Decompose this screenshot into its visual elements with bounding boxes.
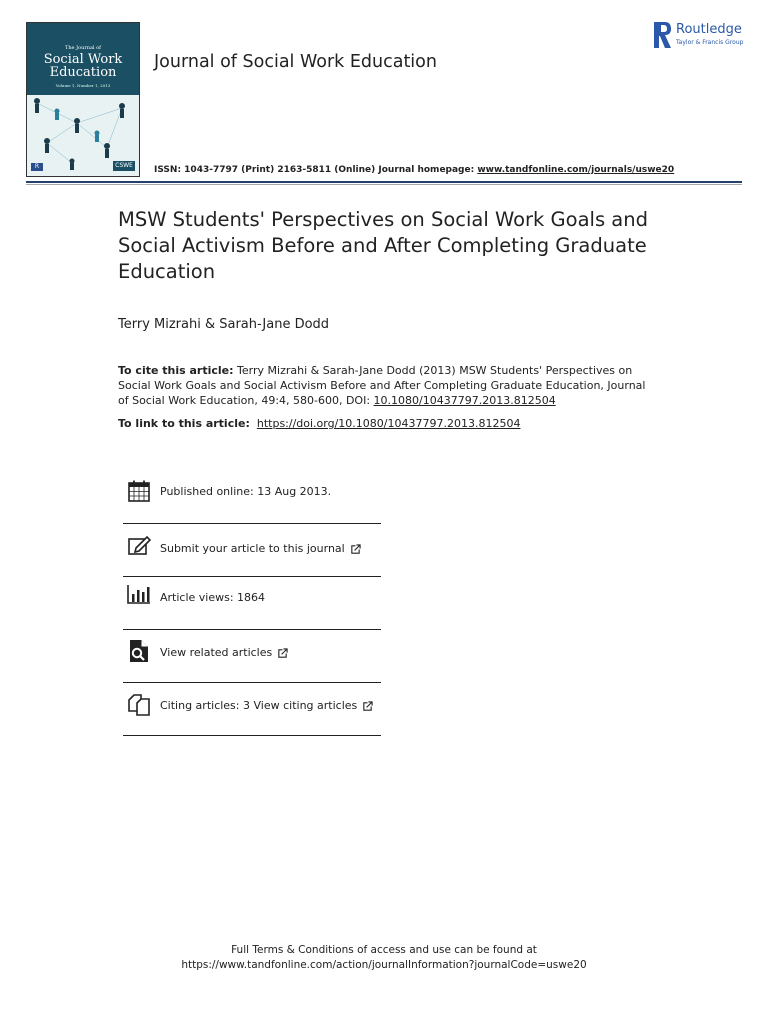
- citing-articles-icon: [127, 693, 151, 717]
- header-divider: [26, 181, 742, 183]
- submit-article-label: Submit your article to this journal: [160, 542, 345, 555]
- journal-title: Journal of Social Work Education: [154, 52, 437, 72]
- cite-text: Terry Mizrahi & Sarah-Jane Dodd (2013) MSW Students' Perspectives on Social Work Goals and Social Activism Before and After Completing Graduate Education, Journal of Social Work Education, 49:4, 580-600, DOI:: [118, 364, 646, 407]
- cover-title-line2: Education: [49, 65, 117, 80]
- terms-footer: [0, 943, 768, 973]
- terms-line1: Full Terms & Conditions of access and use can be found at: [231, 944, 537, 956]
- published-date: Published online: 13 Aug 2013.: [160, 485, 332, 498]
- issn-text: ISSN: 1043-7797 (Print) 2163-5811 (Online) Journal homepage:: [154, 165, 478, 175]
- related-articles-label: View related articles: [160, 646, 273, 659]
- link-label: To link to this article:: [118, 417, 250, 430]
- cover-cswe-badge: CSWE: [113, 161, 135, 171]
- citing-articles-label: Citing articles: 3 View citing articles: [160, 699, 358, 712]
- citation-block: [118, 363, 658, 408]
- document-search-icon: [127, 639, 151, 663]
- related-articles-row[interactable]: [123, 630, 381, 683]
- article-views-count: Article views: 1864: [160, 591, 266, 604]
- submit-article-row[interactable]: [123, 524, 381, 577]
- publisher-name: Routledge: [676, 22, 742, 37]
- header-divider-thin: [26, 184, 742, 185]
- issn-line: [154, 165, 674, 175]
- citing-articles-link[interactable]: [160, 699, 373, 712]
- article-doi-url[interactable]: https://doi.org/10.1080/10437797.2013.812504: [256, 417, 521, 430]
- publisher-tagline: Taylor & Francis Group: [676, 39, 744, 46]
- doi-link[interactable]: 10.1080/10437797.2013.812504: [373, 394, 556, 407]
- article-link-line: [118, 417, 520, 430]
- article-authors: Terry Mizrahi & Sarah-Jane Dodd: [118, 317, 330, 332]
- article-metrics-list: [123, 470, 381, 736]
- cover-subtitle: Volume 1, Number 1, 2013: [55, 83, 111, 88]
- cover-small-text: The Journal of: [65, 45, 101, 51]
- citing-articles-row[interactable]: [123, 683, 381, 736]
- external-link-icon: [277, 648, 288, 659]
- cite-label: To cite this article:: [118, 364, 234, 377]
- submit-article-link[interactable]: [160, 542, 361, 555]
- terms-url[interactable]: https://www.tandfonline.com/action/journalInformation?journalCode=uswe20: [181, 959, 587, 971]
- edit-icon: [127, 534, 151, 558]
- routledge-r-icon: [653, 21, 673, 49]
- journal-cover-image: [26, 22, 140, 177]
- cover-title-line1: Social Work: [43, 52, 123, 67]
- article-title: MSW Students' Perspectives on Social Work Goals and Social Activism Before and After Completing Graduate Education: [118, 208, 648, 283]
- journal-homepage-link[interactable]: www.tandfonline.com/journals/uswe20: [477, 165, 675, 175]
- external-link-icon: [350, 544, 361, 555]
- article-views-row: [123, 577, 381, 630]
- cover-publisher-logo: R: [31, 163, 43, 171]
- related-articles-link[interactable]: [160, 646, 288, 659]
- routledge-logo[interactable]: [653, 21, 745, 49]
- external-link-icon: [362, 701, 373, 712]
- calendar-icon: [127, 479, 151, 503]
- published-row: [123, 470, 381, 524]
- bar-chart-icon: [127, 582, 151, 606]
- cover-people-illustration: [27, 23, 139, 176]
